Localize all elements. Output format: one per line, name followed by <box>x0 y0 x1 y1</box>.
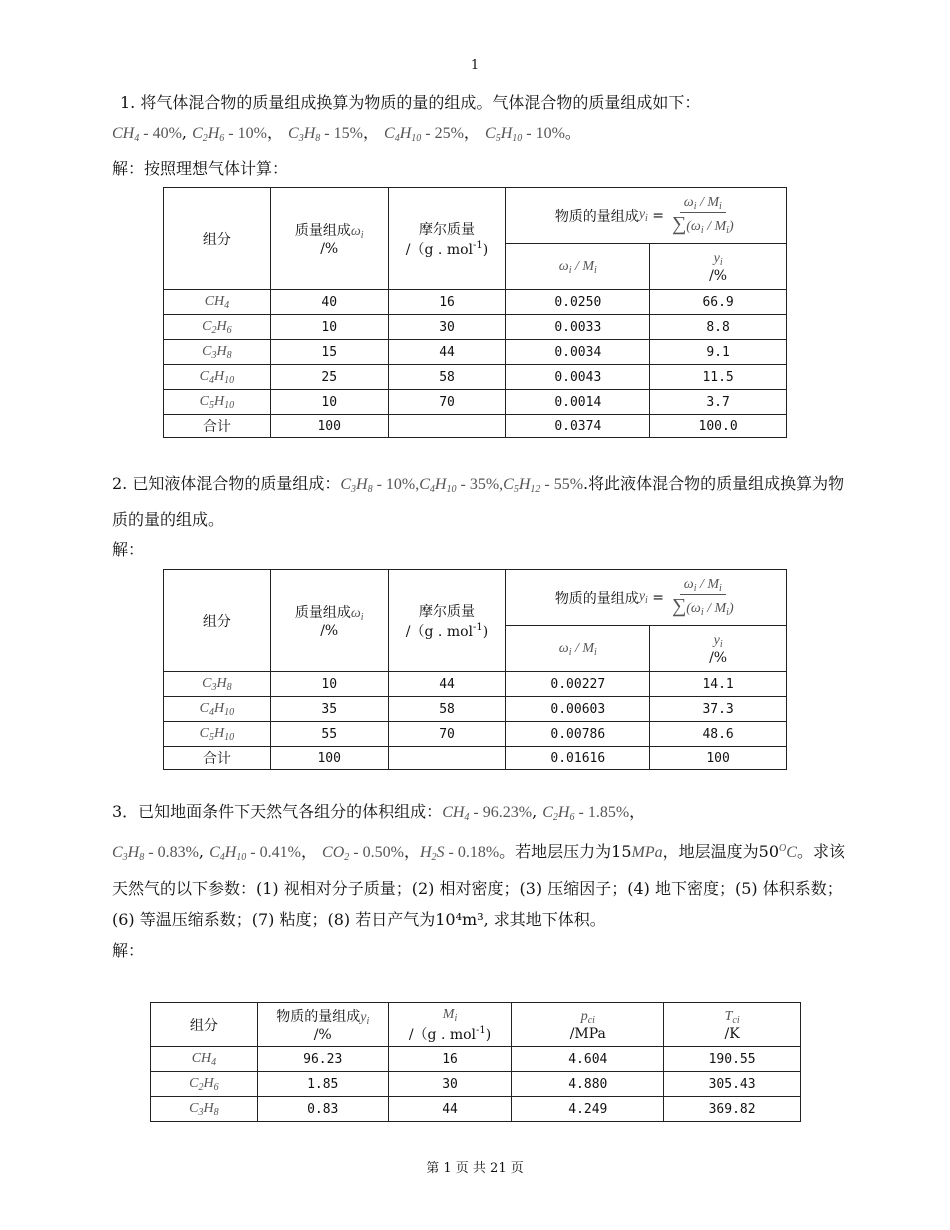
q3-h-molar: $M_i$ /（g . mol$^{-1}$) <box>388 1003 512 1047</box>
table-row: $C_5H_{10}$ 10 70 0.0014 3.7 <box>164 390 787 415</box>
table-row: $C_2H_6$ 1.85 30 4.880 305.43 <box>151 1072 801 1097</box>
page-footer: 第 1 页 共 21 页 <box>426 1161 524 1176</box>
q1-h-amount: 物质的量组成 $y_i$ = $\frac{\omega_i / M_i}{\sum(\omega_i / M_i)}$ <box>506 188 787 244</box>
q3-h-component: 组分 <box>151 1003 258 1047</box>
q1-solution: 解：按照理想气体计算： <box>112 159 289 178</box>
q1-item-c4h10: $C_4H_{10}$ <box>384 125 422 144</box>
table-row: $C_3H_8$ 15 44 0.0034 9.1 <box>164 340 787 365</box>
q1-item-c5h10: $C_5H_{10}$ <box>485 125 523 144</box>
q3-h-tci: $T_{ci}$ /K <box>664 1003 801 1047</box>
q3-text-a: 3．已知地面条件下天然气各组分的体积组成： <box>112 802 443 821</box>
table-row: $C_3H_8$ 0.83 44 4.249 369.82 <box>151 1097 801 1122</box>
q3-table <box>150 1002 801 1122</box>
table-row: $CH_4$ 96.23 16 4.604 190.55 <box>151 1047 801 1072</box>
table-row: $C_2H_6$ 10 30 0.0033 8.8 <box>164 315 787 340</box>
q2-table: 组分 质量组成$\omega_i$ /% 摩尔质量 /（g . mol$^{-1}$) 物质的量组成 $y_i$ = $\frac{\omega_i / M_i}{\sum(\omega_i / M_i)}$ $\omega_i / M_i$ $y_i$ /% $C_3H_8$ 10 44 0.00227 14.1 $C_4H_{10}$ 35 58 0.00603 37.3 $C_5H_{10}$ 55 70 0.00786 48.6 合计 100 0.01616 100 <box>163 569 787 770</box>
table-row: $C_4H_{10}$ 35 58 0.00603 37.3 <box>164 697 787 722</box>
q3-solution: 解： <box>112 941 145 960</box>
q1-h-wm: $\omega_i / M_i$ <box>506 244 650 290</box>
q1-item-c3h8: $C_3H_8$ <box>288 125 321 144</box>
table-total-row: 合计 100 0.0374 100.0 <box>164 415 787 438</box>
table-row: $C_3H_8$ 10 44 0.00227 14.1 <box>164 672 787 697</box>
q1-h-y: $y_i$ /% <box>650 244 787 290</box>
q2-solution: 解： <box>112 540 145 559</box>
q3-h-amount: 物质的量组成$y_i$ /% <box>257 1003 388 1047</box>
table-total-row: 合计 100 0.01616 100 <box>164 747 787 770</box>
q1-item-ch4: $CH_4$ <box>112 125 140 144</box>
table-row: $CH_4$ 40 16 0.0250 66.9 <box>164 290 787 315</box>
q1-h-mass: 质量组成$\omega_i$ /% <box>270 188 388 290</box>
q1-h-molar: 摩尔质量 /（g . mol$^{-1}$) <box>388 188 506 290</box>
q1-table <box>163 187 787 438</box>
table-row: $C_5H_{10}$ 55 70 0.00786 48.6 <box>164 722 787 747</box>
q1-item-c2h6: $C_2H_6$ <box>192 125 225 144</box>
q3-h-pci: $p_{ci}$ /MPa <box>512 1003 664 1047</box>
q2-paragraph: 2. 已知液体混合物的质量组成：$C_3H_8 - 10\%,C_4H_{10} - 35\%,C_5H_{12} - 55\%$.将此液体混合物的质量组成换算为物质的量的组成。 解： <box>112 474 845 559</box>
q1-text: 1. 将气体混合物的质量组成换算为物质的量的组成。气体混合物的质量组成如下： <box>120 93 701 112</box>
q3-paragraph: 3．已知地面条件下天然气各组分的体积组成：$CH_4 - 96.23\%$, $C_2H_6 - 1.85\%$， $C_3H_8 - 0.83\%$, $C_4H_{10} - 0.41\%$， $CO_2 - 0.50\%$，$H_2S - 0.18\%$。若地层压力为15MPa，地层温度为$50^OC$。求该天然气的以下参数：(1) 视相对分子质量；(2) 相对密度；(3) 压缩因子；(4) 地下密度；(5) 体积系数；(6) 等温压缩系数；(7) 粘度；(8) 若日产气为10⁴m³, 求其地下体积。 解： <box>112 802 845 960</box>
q1-h-component: 组分 <box>164 188 271 290</box>
q1-paragraph: 1. 将气体混合物的质量组成换算为物质的量的组成。气体混合物的质量组成如下： $CH_4 - 40\%$, $C_2H_6 - 10\%$， $C_3H_8 - 15\%$， $C_4H_{10} - 25\%$， $C_5H_{10} - 10\%$。 解：按照理想气体计算： <box>112 93 701 178</box>
q2-text-a: 2. 已知液体混合物的质量组成： <box>112 474 341 493</box>
q2-text-b: .将此液体混合物的质量组成换算为物质的量的组成。 <box>112 474 845 529</box>
table-row: $C_4H_{10}$ 25 58 0.0043 11.5 <box>164 365 787 390</box>
page-number: 1 <box>470 58 480 73</box>
